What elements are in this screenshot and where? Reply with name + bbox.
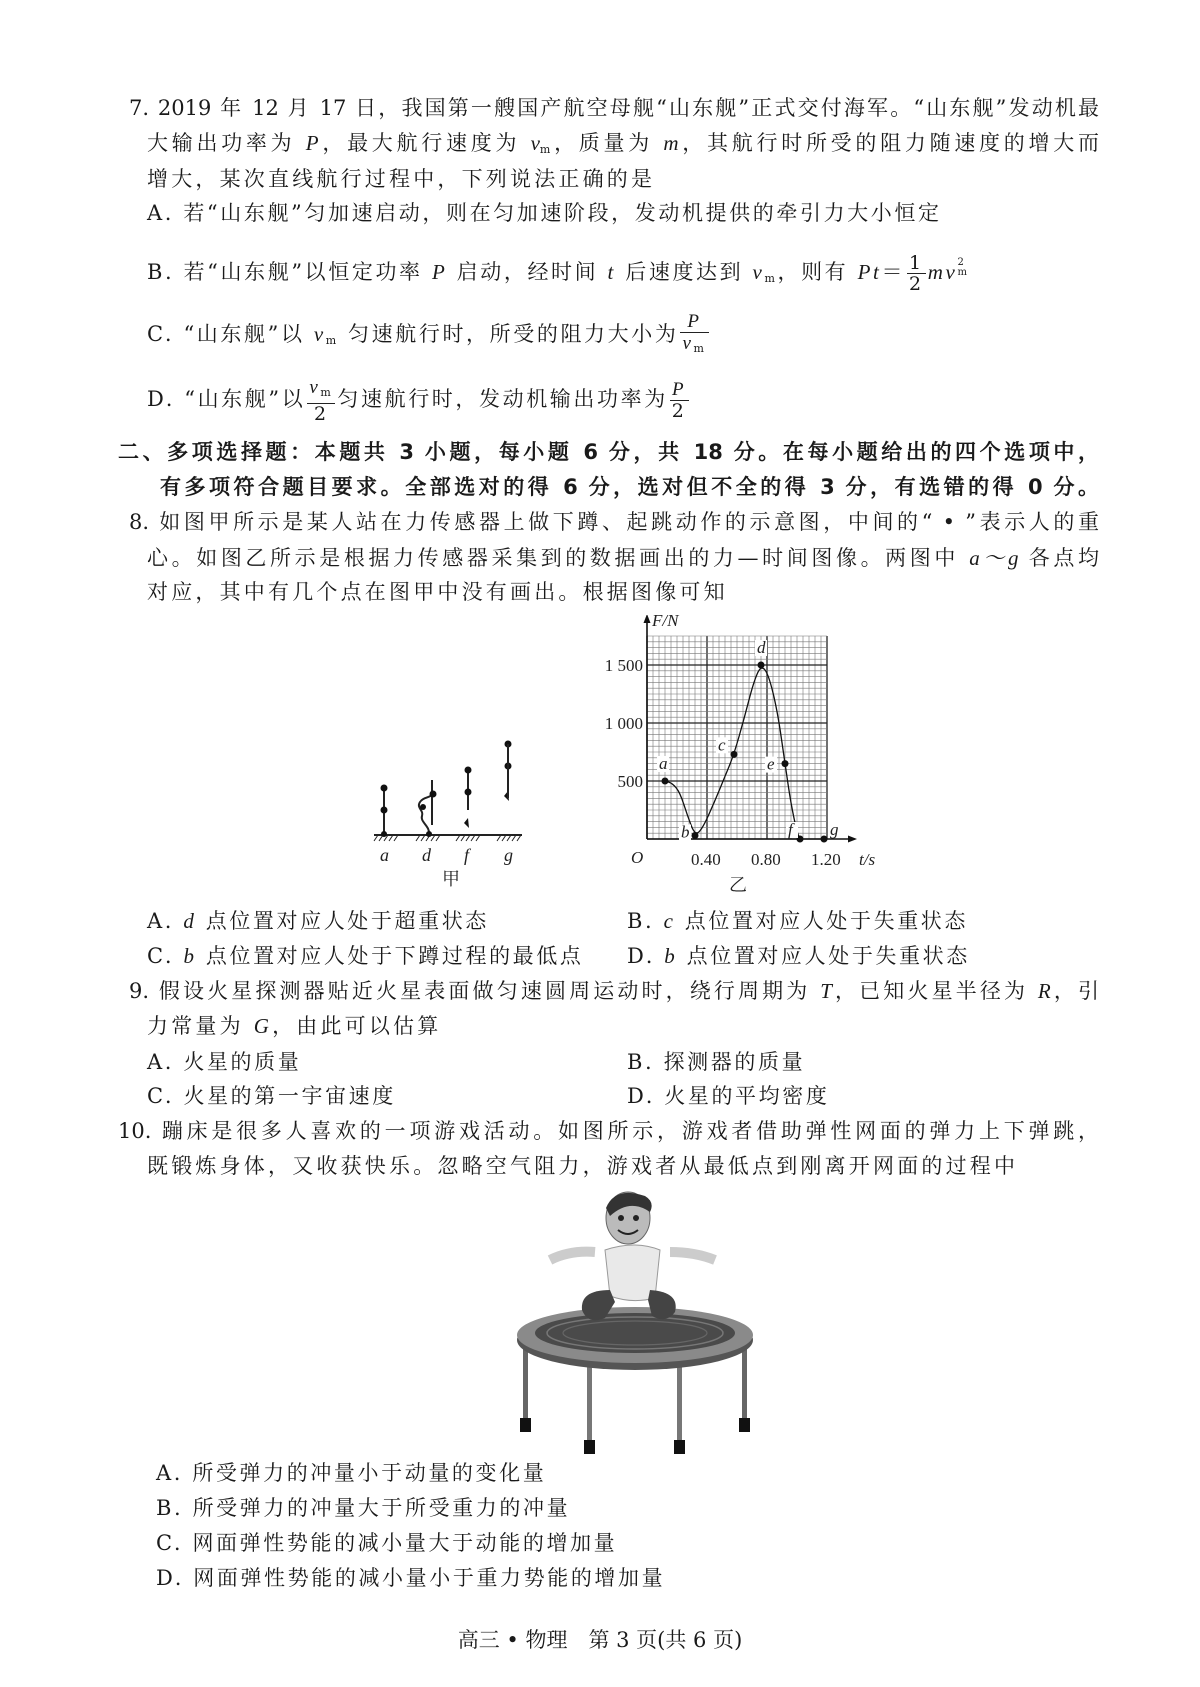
figure-jia-squat-jump-diagram bbox=[360, 730, 540, 890]
q8-option-c: C. b 点位置对应人处于下蹲过程的最低点 bbox=[147, 944, 584, 968]
label-a: a bbox=[380, 845, 389, 865]
page-footer: 高三 • 物理 第 3 页(共 6 页) bbox=[457, 1628, 743, 1652]
section-2-heading-line-2: 有多项符合题目要求。全部选对的得 6 分，选对但不全的得 3 分，有选错的得 0 分。 bbox=[160, 475, 1099, 499]
fraction-p-over-2: $\frac{P}{2}$ bbox=[671, 379, 687, 422]
q7-option-c: C. “山东舰”以 $v_m$ 匀速航行时，所受的阻力大小为 $\frac{P}{v_m}$ bbox=[147, 312, 711, 356]
center-dot bbox=[430, 791, 437, 798]
x-tick-label: 0.40 bbox=[691, 850, 721, 869]
fraction-one-half: $\frac{1}{2}$ bbox=[909, 252, 924, 295]
fraction-vm-over-2: $\frac{v_m}{2}$ bbox=[309, 377, 334, 425]
q7-option-d: D. “山东舰”以 $\frac{v_m}{2}$ 匀速航行时，发动机输出功率为 $\frac{P}{2}$ bbox=[147, 377, 687, 425]
data-point-a bbox=[662, 778, 669, 785]
q8-stem-line-1: 8. 如图甲所示是某人站在力传感器上做下蹲、起跳动作的示意图，中间的“ • ”表示人的重 bbox=[129, 510, 1099, 534]
q10-option-c: C. 网面弹性势能的减小量大于动能的增加量 bbox=[156, 1531, 618, 1555]
y-axis-arrow bbox=[644, 615, 651, 623]
q7-option-a: A. 若“山东舰”匀加速启动，则在匀加速阶段，发动机提供的牵引力大小恒定 bbox=[147, 201, 942, 225]
q9-stem-line-1: 9. 假设火星探测器贴近火星表面做匀速圆周运动时，绕行周期为 T，已知火星半径为 R，引 bbox=[129, 979, 1099, 1003]
point-label-g: g bbox=[830, 820, 839, 839]
q7-option-b: B. 若“山东舰”以恒定功率 P 启动，经时间 t 后速度达到 $v_m$，则有 Pt＝ $\frac{1}{2}$ mv 2 m bbox=[147, 252, 970, 295]
center-dot bbox=[381, 807, 388, 814]
q10-option-d: D. 网面弹性势能的减小量小于重力势能的增加量 bbox=[156, 1566, 666, 1590]
q10-option-a: A. 所受弹力的冲量小于动量的变化量 bbox=[156, 1461, 547, 1485]
y-tick-label: 500 bbox=[617, 772, 643, 791]
q9-option-a: A. 火星的质量 bbox=[147, 1050, 302, 1074]
fraction-p-over-vm: $\frac{P}{v_m}$ bbox=[682, 311, 707, 355]
q7-stem-line-2: 大输出功率为 P，最大航行速度为 $v_m$，质量为 m，其航行时所受的阻力随速度的增大而 bbox=[147, 131, 1099, 156]
center-dot bbox=[381, 831, 387, 837]
q8-option-b: B. c 点位置对应人处于失重状态 bbox=[627, 909, 968, 933]
label-g: g bbox=[504, 845, 513, 865]
figure-caption-yi: 乙 bbox=[729, 875, 747, 895]
q10-stem-line-1: 10. 蹦床是很多人喜欢的一项游戏活动。如图所示，游戏者借助弹性网面的弹力上下弹跳， bbox=[118, 1119, 1099, 1143]
q8-option-a: A. d 点位置对应人处于超重状态 bbox=[147, 909, 489, 933]
data-point-d bbox=[758, 662, 765, 669]
y-axis-label: F/N bbox=[652, 615, 679, 630]
x-tick-label: 0.80 bbox=[751, 850, 781, 869]
q9-option-c: C. 火星的第一宇宙速度 bbox=[147, 1084, 396, 1108]
center-dot bbox=[465, 789, 472, 796]
feet-arrow bbox=[464, 818, 469, 828]
label-f: f bbox=[464, 845, 470, 865]
x-tick-label: 1.20 bbox=[811, 850, 841, 869]
q9-stem-line-2: 力常量为 G，由此可以估算 bbox=[147, 1014, 442, 1038]
x-axis-label: t/s bbox=[859, 850, 876, 869]
point-label-c: c bbox=[718, 735, 726, 755]
trampoline bbox=[517, 1307, 753, 1454]
q10-option-b: B. 所受弹力的冲量大于所受重力的冲量 bbox=[156, 1496, 571, 1520]
figure-d-body bbox=[419, 794, 433, 834]
label-d: d bbox=[422, 845, 431, 865]
y-tick-label: 1 500 bbox=[604, 656, 643, 675]
point-label-e: e bbox=[767, 754, 775, 774]
center-dot bbox=[420, 804, 426, 810]
figure-caption-jia: 甲 bbox=[442, 869, 460, 889]
point-label-b: b bbox=[681, 822, 690, 842]
point-label-d: d bbox=[757, 638, 766, 657]
q9-option-b: B. 探测器的质量 bbox=[627, 1050, 806, 1074]
trampoline-illustration bbox=[510, 1190, 760, 1455]
jumping-person bbox=[550, 1192, 715, 1320]
center-dot bbox=[426, 831, 432, 837]
data-point-b bbox=[692, 832, 699, 839]
point-label-f: f bbox=[788, 820, 793, 839]
center-dot bbox=[381, 785, 388, 792]
data-point-e bbox=[782, 760, 789, 767]
figure-yi-force-time-chart bbox=[590, 615, 880, 895]
q8-option-d: D. b 点位置对应人处于失重状态 bbox=[627, 944, 970, 968]
q7-stem-line-1: 7. 2019 年 12 月 17 日，我国第一艘国产航空母舰“山东舰”正式交付海军。“山东舰”发动机最 bbox=[129, 96, 1099, 120]
q8-stem-line-2: 心。如图乙所示是根据力传感器采集到的数据画出的力—时间图像。两图中 a～g 各点均 bbox=[147, 546, 1099, 570]
point-label-a: a bbox=[659, 754, 668, 773]
x-axis-arrow bbox=[848, 836, 857, 843]
center-dot bbox=[465, 767, 472, 774]
origin-label: O bbox=[631, 848, 644, 867]
data-point-g bbox=[821, 836, 828, 843]
data-point-c bbox=[731, 751, 738, 758]
q8-stem-line-3: 对应，其中有几个点在图甲中没有画出。根据图像可知 bbox=[147, 580, 728, 604]
q10-stem-line-2: 既锻炼身体，又收获快乐。忽略空气阻力，游戏者从最低点到刚离开网面的过程中 bbox=[147, 1154, 1019, 1178]
y-tick-label: 1 000 bbox=[604, 714, 643, 733]
section-2-heading-line-1: 二、多项选择题：本题共 3 小题，每小题 6 分，共 18 分。在每小题给出的四个选项中， bbox=[118, 440, 1099, 464]
q9-option-d: D. 火星的平均密度 bbox=[627, 1084, 830, 1108]
q7-stem-line-3: 增大，某次直线航行过程中，下列说法正确的是 bbox=[147, 167, 656, 191]
